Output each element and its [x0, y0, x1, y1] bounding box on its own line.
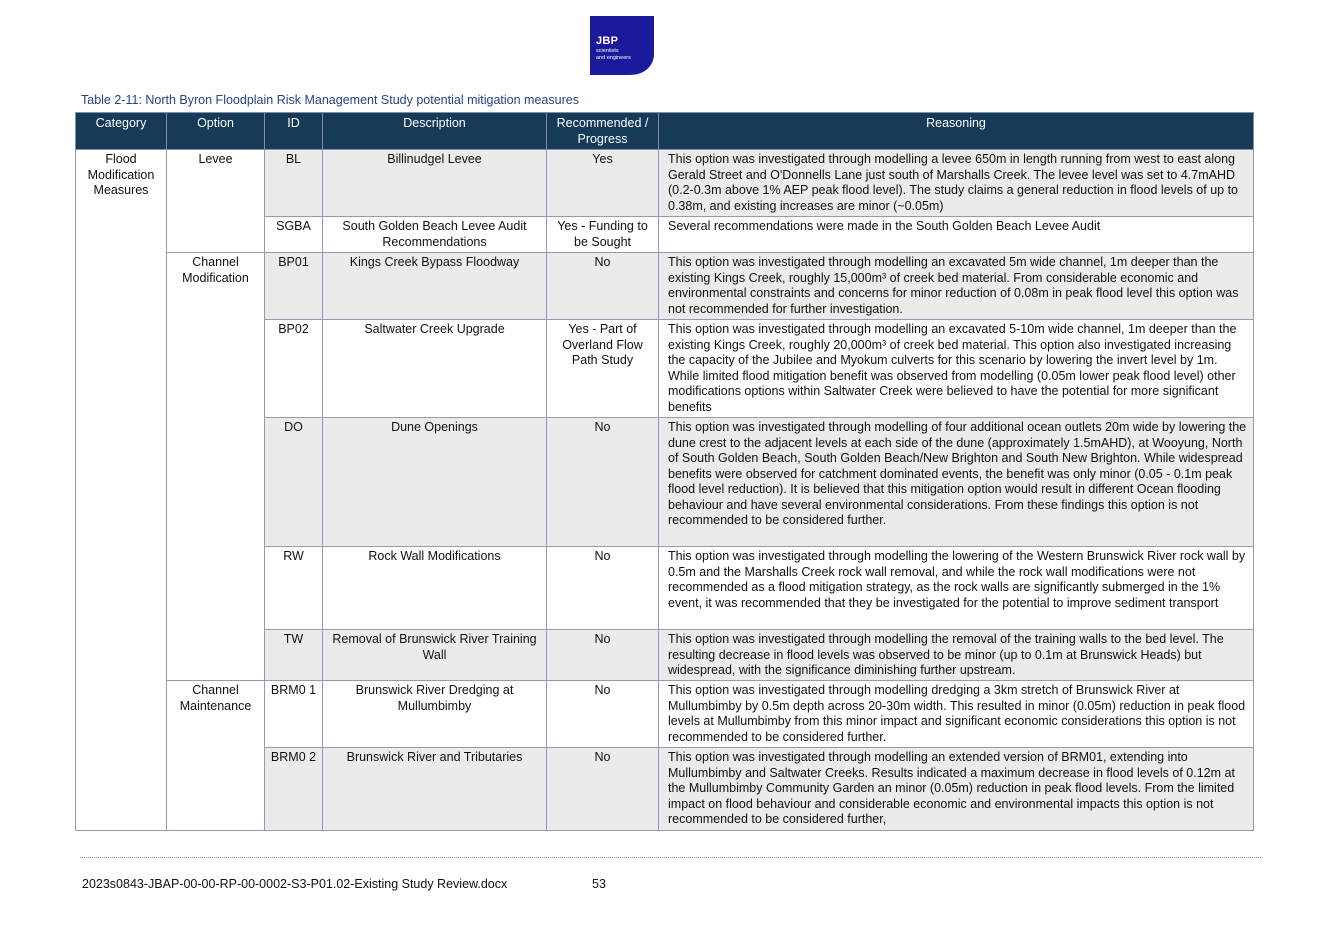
logo-text — [596, 36, 631, 61]
reasoning-cell: This option was investigated through modelling of four additional ocean outlets 20m wide by lowering the dune crest to the adjacent levels at each side of the dune (approximately 1.5mAHD), at Wooyung, North of South Golden Beach, South Golden Beach/New Brighton and South New Brighton. While widespread benefits were observed for catchment dominated events, the benefit was only minor (0.05 - 0.1m peak flood level reduction). It is believed that this mitigation option would result in different Ocean flooding behaviour and have several environmental considerations. From these findings this option is not recommended to be considered further. — [659, 418, 1254, 547]
footer-document-name: 2023s0843-JBAP-00-00-RP-00-0002-S3-P01.02-Existing Study Review.docx — [82, 877, 508, 891]
description-cell: Removal of Brunswick River Training Wall — [323, 630, 547, 681]
id-cell: DO — [265, 418, 323, 547]
table-row — [76, 150, 1254, 217]
reasoning-cell: This option was investigated through modelling a levee 650m in length running from west to east along Gerald Street and O'Donnells Lane just south of Marshalls Creek. The levee level was set to 4.7mAHD (0.2-0.3m above 1% AEP peak flood level). The study claims a general reduction in flood levels of up to 0.38m, and existing increases are minor (~0.05m) — [659, 150, 1254, 217]
logo-tagline-1: scientists — [596, 48, 619, 54]
header-option: Option — [167, 113, 265, 150]
option-cell-channel-modification: Channel Modification — [167, 253, 265, 681]
id-cell: BRM0 2 — [265, 748, 323, 831]
mitigation-measures-table — [75, 112, 1254, 831]
recommended-cell: Yes - Part of Overland Flow Path Study — [547, 320, 659, 418]
header-category: Category — [76, 113, 167, 150]
recommended-cell: No — [547, 253, 659, 320]
option-cell-channel-maintenance: Channel Maintenance — [167, 681, 265, 831]
description-cell: Brunswick River Dredging at Mullumbimby — [323, 681, 547, 748]
header-id: ID — [265, 113, 323, 150]
description-cell: Brunswick River and Tributaries — [323, 748, 547, 831]
reasoning-cell: This option was investigated through modelling an extended version of BRM01, extending into Mullumbimby and Saltwater Creeks. Results indicated a maximum decrease in flood levels of 0.12m at the Mullumbimby Community Garden an minor (0.05m) reduction in peak flood levels. From the limited impact on flood behaviour and considerable economic and environmental impacts this option is not recommended to be considered further, — [659, 748, 1254, 831]
recommended-cell: No — [547, 418, 659, 547]
table-header-row — [76, 113, 1254, 150]
option-cell-levee: Levee — [167, 150, 265, 253]
description-cell: Billinudgel Levee — [323, 150, 547, 217]
footer-page-number: 53 — [592, 877, 606, 891]
footer-divider — [80, 857, 1261, 858]
category-cell: Flood Modification Measures — [76, 150, 167, 831]
recommended-cell: No — [547, 547, 659, 630]
id-cell: BRM0 1 — [265, 681, 323, 748]
reasoning-cell: Several recommendations were made in the South Golden Beach Levee Audit — [659, 217, 1254, 253]
header-description: Description — [323, 113, 547, 150]
id-cell: BL — [265, 150, 323, 217]
table-row — [76, 681, 1254, 748]
reasoning-cell: This option was investigated through modelling dredging a 3km stretch of Brunswick River at Mullumbimby by 0.5m depth across 20-30m width. This resulted in minor (0.05m) reduction in peak flood levels at Mullumbimby from this minor impact and significant economic considerations this option is not recommended to be considered further. — [659, 681, 1254, 748]
recommended-cell: Yes — [547, 150, 659, 217]
id-cell: BP01 — [265, 253, 323, 320]
recommended-cell: No — [547, 630, 659, 681]
jbp-logo — [590, 16, 654, 75]
reasoning-cell: This option was investigated through modelling an excavated 5-10m wide channel, 1m deeper than the existing Kings Creek, roughly 20,000m³ of creek bed material. This option also investigated increasing the capacity of the Jubilee and Myokum culverts for this scenario by lowering the invert level by 1m. While limited flood mitigation benefit was observed from modelling (0.05m lower peak flood level) other modifications options within Saltwater Creek were believed to have the potential for more significant benefits — [659, 320, 1254, 418]
table-row — [76, 253, 1254, 320]
description-cell: Dune Openings — [323, 418, 547, 547]
logo-tagline-2: and engineers — [596, 55, 631, 62]
logo-name: JBP — [596, 35, 619, 47]
description-cell: Rock Wall Modifications — [323, 547, 547, 630]
reasoning-cell: This option was investigated through modelling an excavated 5m wide channel, 1m deeper than the existing Kings Creek, roughly 15,000m³ of creek bed material. From considerable economic and environmental constraints and concerns for minor reduction of 0.08m in peak flood level this option was not recommended for further investigation. — [659, 253, 1254, 320]
id-cell: BP02 — [265, 320, 323, 418]
reasoning-cell: This option was investigated through modelling the lowering of the Western Brunswick River rock wall by 0.5m and the Marshalls Creek rock wall removal, and while the rock wall modifications were not recommended as a flood mitigation strategy, as the rock walls are significantly submerged in the 1% event, it was recommended that they be investigated for the potential to improve sediment transport — [659, 547, 1254, 630]
id-cell: TW — [265, 630, 323, 681]
header-recommended: Recommended / Progress — [547, 113, 659, 150]
description-cell: South Golden Beach Levee Audit Recommendations — [323, 217, 547, 253]
id-cell: SGBA — [265, 217, 323, 253]
header-reasoning: Reasoning — [659, 113, 1254, 150]
recommended-cell: No — [547, 748, 659, 831]
reasoning-cell: This option was investigated through modelling the removal of the training walls to the bed level. The resulting decrease in flood levels was observed to be minor (up to 0.1m at Brunswick Heads) but widespread, with the significance diminishing further upstream. — [659, 630, 1254, 681]
description-cell: Kings Creek Bypass Floodway — [323, 253, 547, 320]
table-caption: Table 2-11: North Byron Floodplain Risk Management Study potential mitigation measures — [81, 93, 579, 107]
description-cell: Saltwater Creek Upgrade — [323, 320, 547, 418]
recommended-cell: Yes - Funding to be Sought — [547, 217, 659, 253]
recommended-cell: No — [547, 681, 659, 748]
id-cell: RW — [265, 547, 323, 630]
